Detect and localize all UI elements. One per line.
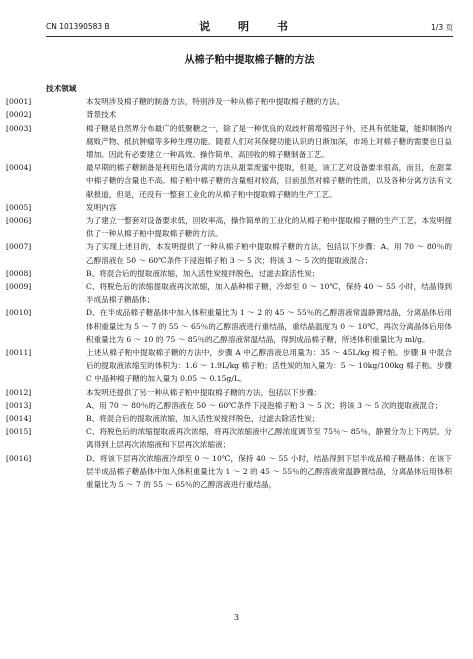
- paragraph-text: 棉子糖是自然界分布最广的低聚糖之一，除了是一种优良的双歧杆菌增殖因子外，还具有低能量，能抑制肠内腐败产物、抵抗肿瘤等多种生理功能。随着人们对其保健功能认识的日渐加深，市场上对棉子糖的需要也日益增加。因此有必要建立一种高效、操作简单、高回收的棉子糖制备工艺。: [86, 123, 452, 160]
- paragraph-number: [0011]: [6, 348, 32, 358]
- paragraph-number: [0001]: [6, 97, 32, 107]
- paragraph-text: 本发明涉及棉子糖的制备方法，特别涉及一种从棉子粕中提取棉子糖的方法。: [86, 97, 345, 107]
- paragraph-text: 技术领域: [46, 84, 77, 93]
- paragraph-text: C、将脱色后的浓缩提取液再次浓缩，加入晶种棉子糖，冷却至 0 ～ 10℃，保持 40 ～ 55 小时，结晶得到半成品棉子糖晶体；: [86, 282, 452, 305]
- paragraph-text: 为了实现上述目的，本发明提供了一种从棉子粕中提取棉子糖的方法，包括以下步骤：A、用 70 ～ 80％的乙醇溶液在 50 ～ 60℃条件下浸泡棉子粕 3 ～ 5 次；将该 3 ～ 5 次的提取液混合；: [86, 242, 452, 265]
- paragraph-text: 本发明还提供了另一种从棉子粕中提取棉子糖的方法，包括以下步骤：: [86, 387, 322, 397]
- paragraph-text: D、在半成品棉子糖晶体中加入体积重量比为 1 ～ 2 的 45 ～ 55％的乙醇溶液常温静置结晶，分离晶体后用体积重量比为 5 ～ 7 的 55 ～ 65％的乙醇溶液进行重结晶，重结晶温度为 0 ～ 10℃，再次分离晶体后用体积重量比为 6 ～ 10 的 75 ～ 85％的乙醇溶液常温结晶，得到成品棉子糖，所述体积重量比为 ml/g。: [86, 308, 452, 344]
- paragraph-number: [0014]: [6, 414, 32, 424]
- paragraph: [6, 412, 452, 425]
- paragraph-text: A、用 70 ～ 80％的乙醇溶液在 50 ～ 60℃条件下浸泡棉子粕 3 ～ 5 次；将该 3 ～ 5 次的提取液混合；: [86, 400, 443, 410]
- paragraph: [6, 452, 452, 492]
- document-title: 从棉子粕中提取棉子糖的方法: [184, 55, 315, 66]
- paragraph-number: [0002]: [6, 110, 32, 120]
- paragraph-number: [0004]: [6, 163, 32, 173]
- document-body: [6, 82, 452, 491]
- patent-number: CN 101390583 B: [46, 22, 110, 31]
- paragraph-number: [0016]: [6, 453, 32, 463]
- paragraph-text: 最早期的棉子糖制备是利用色谱分离的方法从甜菜废蜜中提取，但是，该工艺对设备要求很高，而且，在甜菜中棉子糖的含量也不高。棉子粕中棉子糖的含量相对较高，目前虽然对棉子糖的性质，以及各种分离方法有文献报道，但是，还没有一整套工业化的从棉子粕中提取棉子糖的生产工艺。: [86, 163, 452, 199]
- section-heading: [46, 82, 452, 95]
- paragraph: [6, 346, 452, 386]
- paragraph: [6, 201, 452, 214]
- paragraph-number: [0005]: [6, 202, 32, 212]
- paragraph-number: [0012]: [6, 387, 32, 397]
- paragraph-number: [0003]: [6, 123, 32, 133]
- paragraph: [6, 108, 452, 121]
- paragraph: [6, 306, 452, 346]
- paragraph: [6, 386, 452, 399]
- page-indicator: 1/3 页: [431, 23, 453, 32]
- paragraph-text: D、将该下层再次浓缩液冷却至 0 ～ 10℃，保持 40 ～ 55 小时，结晶得到下层半成品棉子糖晶体；在该下层半成品棉子糖晶体中加入体积重量比为 1 ～ 2 的 45 ～ 55％的乙醇溶液常温静置结晶，分离晶体后用体积重量比为 5 ～ 7 的 55 ～ 65％的乙醇溶液进行重结晶，: [86, 453, 452, 490]
- paragraph-text: 为了建立一整套对设备要求低，回收率高，操作简单的工业化的从棉子粕中提取棉子糖的生产工艺，本发明提供了一种从棉子粕中提取棉子糖的方法。: [86, 216, 452, 239]
- paragraph: [6, 161, 452, 201]
- header-rule: [46, 36, 453, 37]
- page-number: 3: [233, 613, 240, 622]
- paragraph-number: [0013]: [6, 400, 32, 410]
- paragraph-number: [0008]: [6, 268, 32, 278]
- paragraph-text: B、将混合后的提取液浓缩，加入活性炭搅拌脱色，过滤去除活性炭；: [86, 268, 320, 278]
- paragraph: [6, 240, 452, 266]
- paragraph-text: 背景技术: [86, 110, 117, 120]
- paragraph-number: [0009]: [6, 282, 32, 292]
- paragraph: [6, 122, 452, 162]
- paragraph-text: B、将混合后的提取液浓缩，加入活性炭搅拌脱色，过滤去除活性炭；: [86, 414, 320, 424]
- paragraph-number: [0015]: [6, 427, 32, 437]
- paragraph-text: C、将脱色后的浓缩提取液再次浓缩，将再次浓缩液中乙醇浓度调节至 75％～ 85％，静置分为上下两层，分离得到上层再次浓缩液和下层再次浓缩液；: [86, 427, 452, 450]
- paragraph: [6, 214, 452, 240]
- paragraph-number: [0010]: [6, 308, 32, 318]
- paragraph-text: 发明内容: [86, 202, 117, 212]
- paragraph: [6, 280, 452, 306]
- paragraph: [6, 399, 452, 412]
- page-header: [46, 18, 453, 36]
- section-title: 说 明 书: [199, 20, 300, 33]
- paragraph: [6, 267, 452, 280]
- paragraph-number: [0007]: [6, 242, 32, 252]
- paragraph-number: [0006]: [6, 216, 32, 226]
- paragraph-text: 上述从棉子粕中提取棉子糖的方法中，步骤 A 中乙醇溶液总用量为：35 ～ 45L/kg 棉子粕。步骤 B 中混合后的提取液浓缩至的体积为：1.6 ～ 1.9L/kg 棉子粕；活性炭的加入量为：5 ～ 10kg/100kg 棉子粕。步骤 C 中晶种棉子糖的加入量为 0.05 ～ 0.15g/L。: [86, 348, 452, 384]
- paragraph: [6, 95, 452, 108]
- paragraph: [6, 425, 452, 451]
